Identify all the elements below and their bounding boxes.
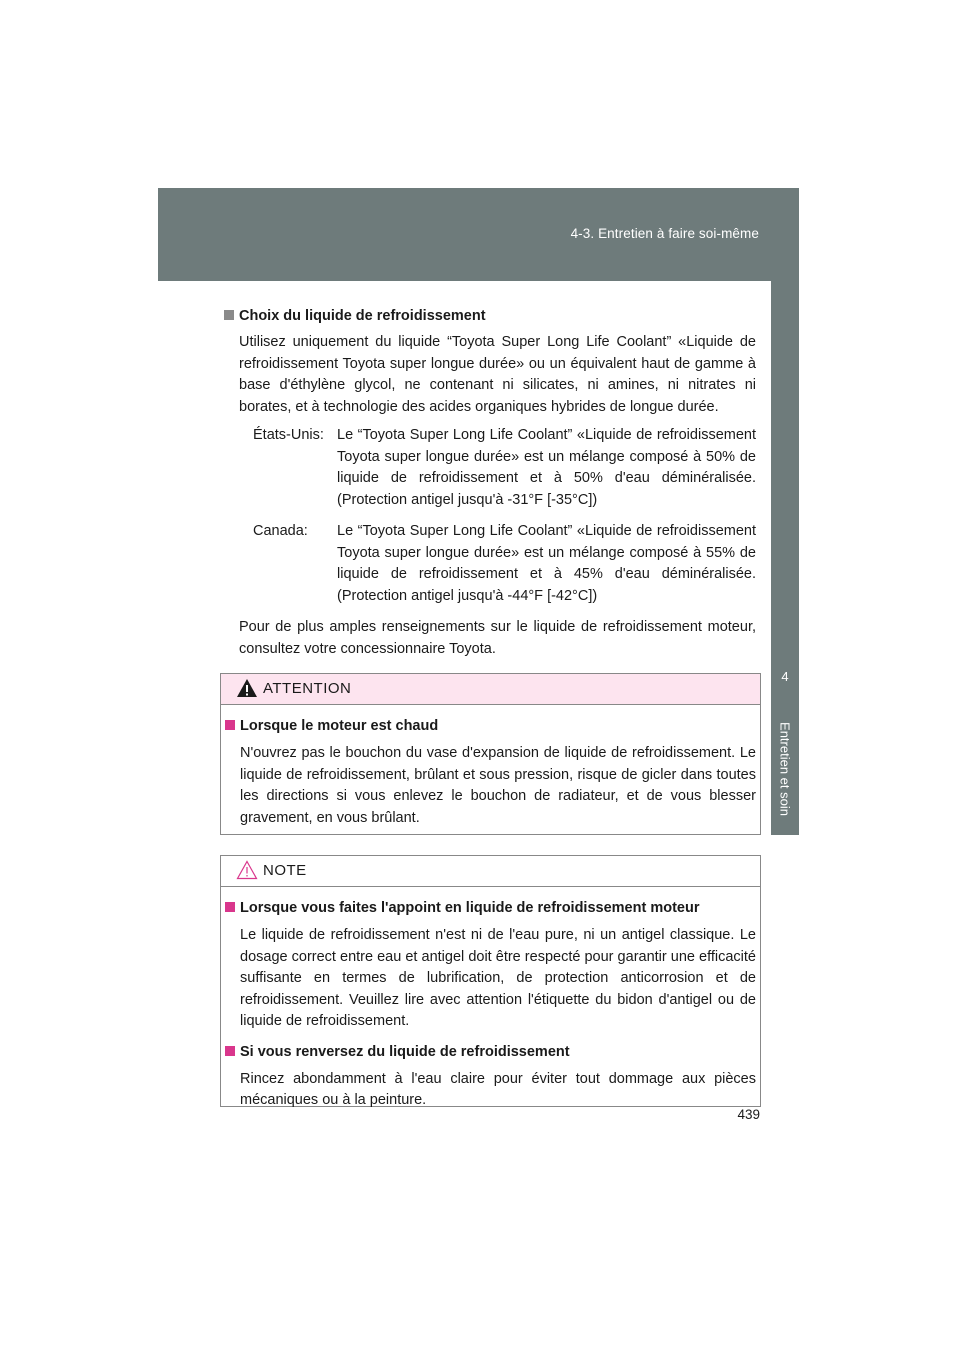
note-item-title <box>225 1041 756 1063</box>
note-label: NOTE <box>263 862 307 879</box>
region-row-us <box>253 425 756 511</box>
outro-paragraph: Pour de plus amples renseignements sur le liquide de refroidissement moteur, consultez votre concessionnaire Toyota. <box>239 619 756 657</box>
breadcrumb: 4-3. Entretien à faire soi-même <box>570 226 759 241</box>
bullet-square-icon <box>225 902 235 912</box>
intro-paragraph: Utilisez uniquement du liquide “Toyota Super Long Life Coolant” «Liquide de refroidissement Toyota super longue durée» ou un équivalent haut de gamme à base d'éthylène glycol, ne contenant ni silicates, ni amines, ni nitrates ni borates, et à technologie des acides organiques hybrides de longue durée. <box>239 334 756 415</box>
note-box <box>220 855 761 1107</box>
attention-item-title <box>225 715 756 737</box>
chapter-label: Entretien et soin <box>777 722 793 816</box>
note-item-text: Le liquide de refroidissement n'est ni de l'eau pure, ni un antigel classique. Le dosage correct entre eau et antigel doit être respecté pour garantir une efficacité suffisante en termes de lubrification, de protection anticorrosion et de refroidissement. Veuillez lire avec attention l'étiquette du bidon d'antigel ou de liquide de refroidissement. <box>240 927 756 1029</box>
bullet-square-icon <box>225 720 235 730</box>
bullet-square-icon <box>225 1046 235 1056</box>
section-title <box>224 305 756 327</box>
page-number: 439 <box>737 1107 760 1122</box>
header-band <box>158 188 799 281</box>
region-term: États-Unis: <box>253 427 324 443</box>
attention-header <box>221 674 760 705</box>
region-text: Le “Toyota Super Long Life Coolant” «Liquide de refroidissement Toyota super longue durée» est un mélange composé à 55% de liquide de refroidissement et à 45% d'eau déminéralisée. (Protection antigel jusqu'à -44°F [-42°C]) <box>337 523 756 604</box>
note-header <box>221 856 760 887</box>
region-list <box>253 425 756 607</box>
region-row-canada <box>253 521 756 607</box>
warning-triangle-outline-icon <box>236 860 258 880</box>
attention-box <box>220 673 761 835</box>
attention-item-text: N'ouvrez pas le bouchon du vase d'expansion de liquide de refroidissement. Le liquide de refroidissement, brûlant et sous pression, risque de gicler dans toutes les directions si vous enlevez le bouchon de radiateur, et de vous blesser gravement, en vous brûlant. <box>240 745 756 826</box>
warning-triangle-filled-icon <box>236 678 258 698</box>
note-item-title-text: Lorsque vous faites l'appoint en liquide de refroidissement moteur <box>240 900 700 916</box>
bullet-square-icon <box>224 310 234 320</box>
note-body <box>221 887 760 1130</box>
main-content <box>224 305 756 660</box>
section-title-text: Choix du liquide de refroidissement <box>239 308 486 324</box>
chapter-tab[interactable] <box>771 649 799 835</box>
region-term: Canada: <box>253 523 308 539</box>
note-item-title <box>225 897 756 919</box>
attention-body <box>221 705 760 847</box>
note-item-title-text: Si vous renversez du liquide de refroidissement <box>240 1043 570 1060</box>
attention-label: ATTENTION <box>263 680 352 697</box>
note-item-text: Rincez abondamment à l'eau claire pour éviter tout dommage aux pièces mécaniques ou à la peinture. <box>240 1070 756 1108</box>
attention-item-title-text: Lorsque le moteur est chaud <box>240 718 439 734</box>
chapter-number: 4 <box>781 669 789 684</box>
region-text: Le “Toyota Super Long Life Coolant” «Liquide de refroidissement Toyota super longue durée» est un mélange composé à 50% de liquide de refroidissement et à 50% d'eau déminéralisée. (Protection antigel jusqu'à -31°F [-35°C]) <box>337 427 756 508</box>
